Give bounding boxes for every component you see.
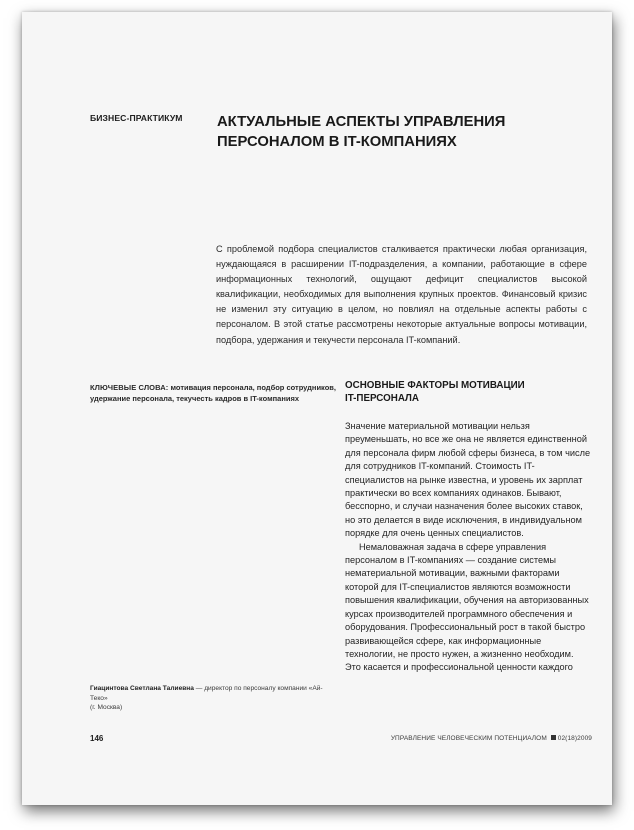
page-number: 146 — [90, 734, 104, 743]
footer-journal — [391, 735, 592, 742]
lead-paragraph: С проблемой подбора специалистов сталкивается практически любая организация, нуждающаяся в расширении IT-подразделения, а компании, работающие в сфере информационных технологий, ощущают дефицит специалистов высокой квалификации, необходимых для выполнения крупных проектов. Финансовый кризис не изменил эту ситуацию в целом, но повлиял на отдельные аспекты работы с персоналом. В этой статье рассмотрены некоторые актуальные вопросы мотивации, подбора, удержания и текучести персонала IT-компаний. — [216, 244, 587, 345]
journal-name: УПРАВЛЕНИЕ ЧЕЛОВЕЧЕСКИМ ПОТЕНЦИАЛОМ — [390, 735, 547, 742]
author-info — [90, 684, 335, 713]
article-title-line-2: ПЕРСОНАЛОМ В IT-КОМПАНИЯХ — [217, 134, 457, 150]
magazine-page — [22, 12, 612, 805]
body-paragraph-2: Немаловажная задача в сфере управления персоналом в IT-компаниях — создание системы нематериальной мотивации, важными факторами которой для IT-специалистов являются возможности повышения квалификации, обучения на авторизованных курсах производителей программного обеспечения и оборудования. Профессиональный рост в такой быстро развивающейся сфере, как информационные технологии, не просто нужен, а жизненно необходим. Это касается и профессиональной ценности каждого — [345, 541, 589, 673]
keywords-label: КЛЮЧЕВЫЕ СЛОВА: — [90, 383, 169, 392]
author-role: — директор по персоналу компании «Ай-Теко» — [90, 685, 323, 702]
section-heading — [345, 380, 595, 405]
author-city: (г. Москва) — [90, 704, 123, 711]
section-heading-line-1: ОСНОВНЫЕ ФАКТОРЫ МОТИВАЦИИ — [345, 380, 525, 391]
article-title — [217, 112, 597, 152]
keywords-text: мотивация персонала, подбор сотрудников, удержание персонала, текучесть кадров в IT-компаниях — [90, 383, 336, 403]
section-label: БИЗНЕС-ПРАКТИКУМ — [90, 113, 183, 123]
square-separator-icon — [551, 735, 556, 740]
article-title-line-1: АКТУАЛЬНЫЕ АСПЕКТЫ УПРАВЛЕНИЯ — [217, 114, 506, 130]
journal-issue: 02(18)2009 — [557, 735, 592, 742]
body-paragraph-1: Значение материальной мотивации нельзя преуменьшать, но все же она не является единственной для персонала фирм любой сферы бизнеса, в том числе для сотрудников IT-компаний. Стоимость IT-специалистов на рынке известна, и уровень их зарплат практически во всех компаниях одинаков. Бывают, бесспорно, и случаи назначения более высоких ставок, но это делается в виде исключения, в индивидуальном порядке для очень ценных специалистов. — [345, 421, 591, 539]
keywords-block — [90, 382, 350, 404]
author-name: Гиацинтова Светлана Талиевна — [90, 685, 194, 692]
section-heading-line-2: IT-ПЕРСОНАЛА — [345, 392, 419, 404]
body-column — [345, 420, 591, 675]
